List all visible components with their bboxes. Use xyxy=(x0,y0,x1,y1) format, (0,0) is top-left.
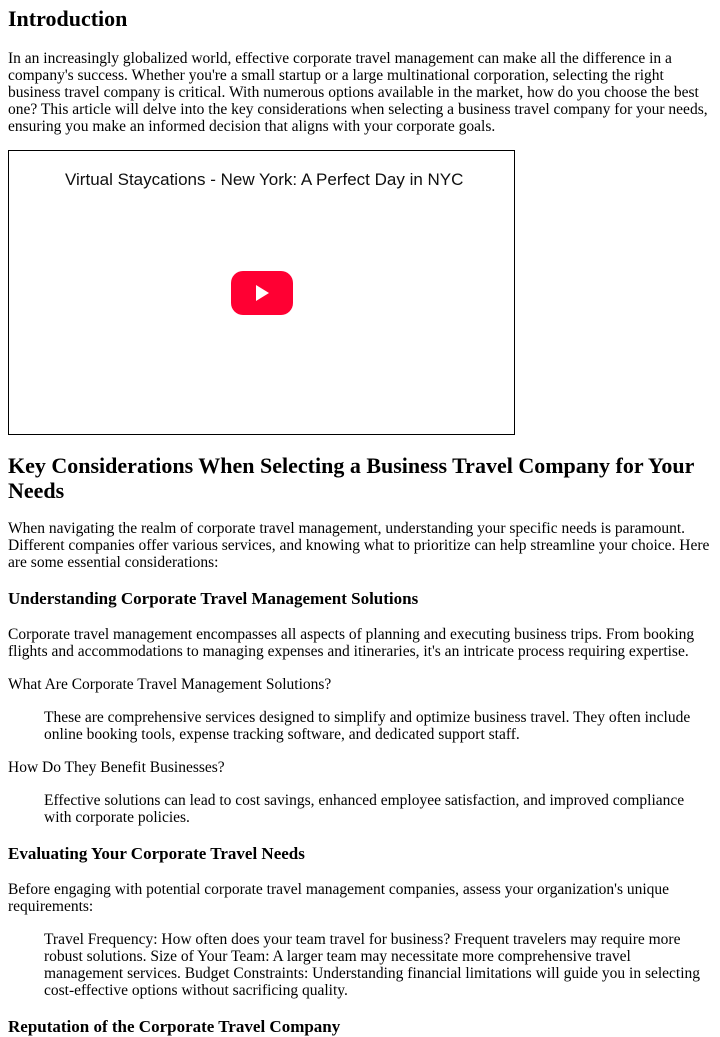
solutions-paragraph: Corporate travel management encompasses all aspects of planning and executing business trips. From booking flights and accommodations to managing expenses and itineraries, it's an intricate process requiring expertise. xyxy=(8,626,695,660)
video-embed[interactable] xyxy=(8,150,515,435)
needs-paragraph: Before engaging with potential corporate travel management companies, assess your organization's unique requirements: xyxy=(8,881,670,915)
solutions-question-1: What Are Corporate Travel Management Solutions? xyxy=(8,676,332,693)
article xyxy=(0,6,720,1037)
needs-heading: Evaluating Your Corporate Travel Needs xyxy=(8,844,305,863)
youtube-play-icon[interactable] xyxy=(231,271,293,315)
solutions-answer-2: Effective solutions can lead to cost savings, enhanced employee satisfaction, and improved compliance with corporate policies. xyxy=(44,792,685,826)
solutions-heading: Understanding Corporate Travel Management Solutions xyxy=(8,589,419,608)
intro-heading: Introduction xyxy=(8,6,128,31)
reputation-heading: Reputation of the Corporate Travel Company xyxy=(8,1017,341,1036)
intro-paragraph: In an increasingly globalized world, effective corporate travel management can make all the difference in a company's success. Whether you're a small startup or a large multinational corporation, selecting the right business travel company is critical. With numerous options available in the market, how do you choose the best one? This article will delve into the key considerations when selecting a business travel company for your needs, ensuring you make an informed decision that aligns with your corporate goals. xyxy=(8,50,708,135)
video-title[interactable]: Virtual Staycations - New York: A Perfect Day in NYC xyxy=(65,170,464,189)
needs-quote: Travel Frequency: How often does your team travel for business? Frequent travelers may require more robust solutions. Size of Your Team: A larger team may necessitate more comprehensive travel management services. Budget Constraints: Understanding financial limitations will guide you in selecting cost-effective options without sacrificing quality. xyxy=(44,931,701,999)
key-considerations-heading: Key Considerations When Selecting a Business Travel Company for Your Needs xyxy=(8,453,694,503)
solutions-answer-1: These are comprehensive services designed to simplify and optimize business travel. They often include online booking tools, expense tracking software, and dedicated support staff. xyxy=(44,709,691,743)
solutions-question-2: How Do They Benefit Businesses? xyxy=(8,759,225,776)
key-considerations-paragraph: When navigating the realm of corporate travel management, understanding your specific needs is paramount. Different companies offer various services, and knowing what to prioritize can help streamline your choice. Here are some essential considerations: xyxy=(8,520,710,571)
